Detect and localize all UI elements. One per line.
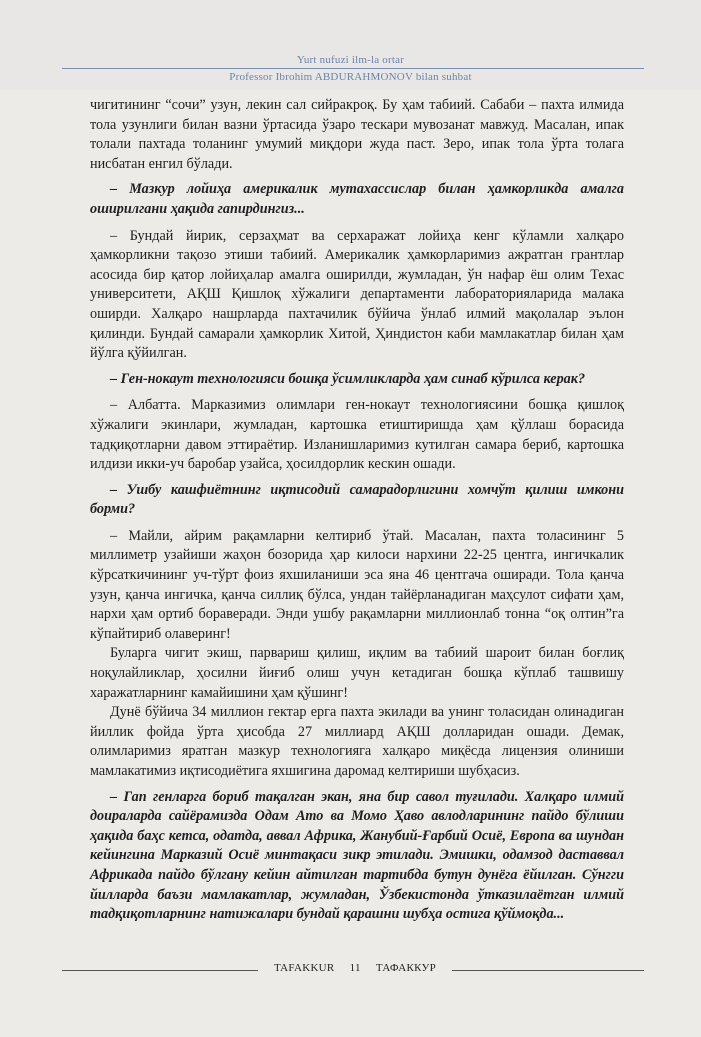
page-footer — [0, 962, 701, 978]
answer-paragraph: – Албатта. Марказимиз олимлари ген-нокаут технологиясини бошқа қишлоқ хўжалиги экинлари, жумладан, картошка етиштиришда ҳам қўллаш борасида тадқиқотларни давом эттираётир. Изланишларимиз кутилган самара бериб, картошка илдизи икки-уч баробар узайса, ҳосилдорлик кескин ошади. — [90, 397, 624, 473]
article-subtitle: Professor Ibrohim ABDURAHMONOV bilan suhbat — [229, 71, 472, 83]
answer-paragraph: – Бундай йирик, серзаҳмат ва серхаражат лойиҳа кенг кўламли халқаро ҳамкорликни тақозо этиши табиий. Америкалик ҳамкорларимиз ажратган грантлар асосида бир қатор лойиҳалар амалга оширилди, жумладан, ўн нафар ёш олим Техас университети, АҚШ Қишлоқ хўжалиги департаменти лабораторияларида малака оширди. Халқаро нашрларда пахтачилик бўйича ўнлаб илмий мақолалар эълон қилинди. Бундай самарали ҳамкорлик Хитой, Ҳиндистон каби мамлакатлар билан ҳам йўлга қўйилган. — [90, 227, 624, 362]
interviewer-question: – Мазкур лойиҳа америкалик мутахассислар билан ҳамкорликда амалга оширилгани ҳақида гапирдингиз... — [90, 181, 624, 217]
interviewer-question: – Ушбу кашфиётнинг иқтисодий самарадорлигини хомчўт қилиш имкони борми? — [90, 481, 624, 518]
footer-rule-left — [62, 970, 258, 971]
answer-paragraph: Буларга чигит экиш, парвариш қилиш, иқлим ва табиий шароит билан боғлиқ ноқулайликлар, ҳосилни йиғиб олиш учун кетадиган бошқа кўплаб ташвишу харажатларнинг камайишини ҳам қўшинг! — [90, 645, 624, 701]
answer-paragraph: Дунё бўйича 34 миллион гектар ерга пахта экилади ва унинг толасидан олинадиган йиллик фойда ўрта ҳисобда 27 миллиард АҚШ долларидан ошади. Демак, олимларимиз яратган мазкур технологияга халқаро миқёсда лицензия олиниши мамлакатимиз иқтисодиётига яхшигина даромад келтириши шубҳасиз. — [90, 704, 624, 779]
header-rule — [62, 68, 644, 69]
article-body — [90, 96, 624, 932]
series-title: Yurt nufuzi ilm-la ortar — [296, 54, 405, 66]
answer-paragraph: – Майли, айрим рақамларни келтириб ўтай. Масалан, пахта толасининг 5 миллиметр узайиши жаҳон бозорида ҳар килоси нархини 22-25 центга, ингичкалик кўрсаткичининг уч-тўрт фоиз яхшиланиши эса яна 46 центгача оширади. Тола қанча узун, қанча ингичка, қанча силлиқ бўлса, ундан тайёрланадиган маҳсулот сифати ҳам, нархи ҳам ортиб бораверади. Энди ушбу рақамларни миллионлаб тонна “оқ олтин”га кўпайтириб олаверинг! — [90, 527, 624, 642]
interviewer-question: – Ген-нокаут технологияси бошқа ўсимликларда ҳам синаб кўрилса керак? — [110, 370, 586, 387]
footer-rule-right — [452, 970, 644, 971]
footer-magazine-latin: TAFAKKUR — [273, 962, 335, 974]
answer-paragraph: чигитининг “сочи” узун, лекин сал сийракроқ. Бу ҳам табиий. Сабаби – пахта илмида тола узунлиги билан вазни ўртасида ўзаро тескари мувозанат мавжуд. Масалан, ипак толали пахтада толанинг умумий миқдори жуда паст. Зеро, ипак тола ўрта толага нисбатан енгил бўлади. — [90, 97, 624, 172]
running-header — [0, 0, 701, 90]
footer-magazine-cyrillic: ТАФАККУР — [375, 962, 437, 974]
interviewer-question: – Гап генларга бориб тақалган экан, яна бир савол туғилади. Халқаро илмий доираларда сайёрамизда Одам Ато ва Момо Ҳаво авлодларининг пайдо бўлиши ҳақида баҳс кетса, одатда, аввал Африка, Жанубий-Ғарбий Осиё, Европа ва шундан кейингина Марказий Осиё минтақаси зикр этилади. Эмишки, одамзод даставвал Африкада пайдо бўлгану кейин айтилган тартибда бутун дунёга ёйилган. Сўнгги йилларда баъзи мамлакатлар, жумладан, Ўзбекистонда ўтказилаётган илмий тадқиқотларнинг натижалари бундай қарашни шубҳа остига қўймоқда... — [90, 788, 624, 923]
footer-text — [260, 962, 450, 974]
page-number: 11 — [349, 962, 361, 974]
